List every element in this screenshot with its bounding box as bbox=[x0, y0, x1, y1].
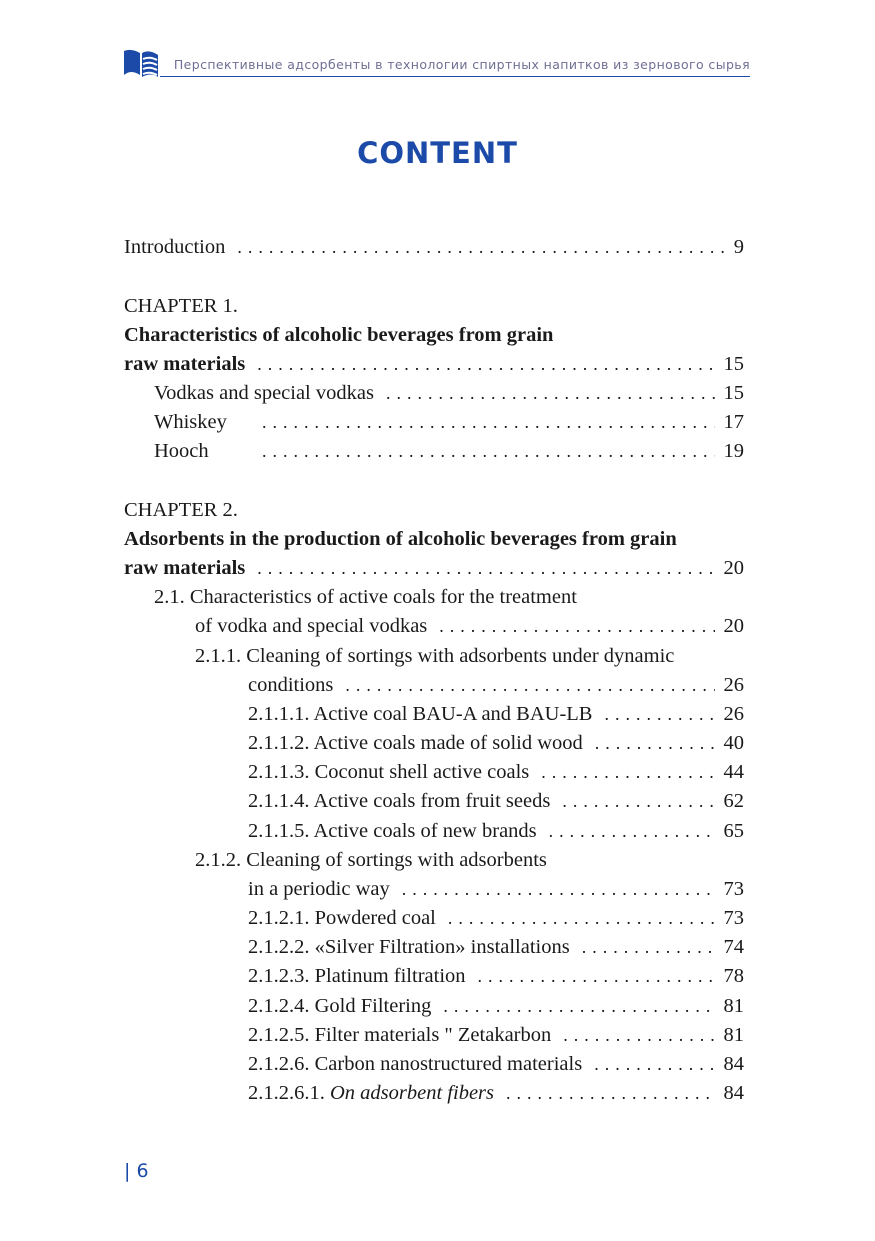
toc-entry-2-1-1-5[interactable] bbox=[248, 817, 744, 846]
toc-page: 17 bbox=[723, 411, 744, 433]
toc-entry-2-1-2-6-1[interactable] bbox=[248, 1079, 744, 1108]
toc-label: 2.1.1.3. Coconut shell active coals bbox=[248, 761, 530, 783]
toc-entry-2-1-1-2[interactable] bbox=[248, 729, 744, 758]
dot-leader bbox=[594, 1050, 714, 1079]
toc-page: 74 bbox=[723, 936, 744, 958]
section-title-line: 2.1. Characteristics of active coals for the treatment bbox=[154, 586, 577, 608]
toc-entry-2-1-2-4[interactable] bbox=[248, 992, 744, 1021]
book-logo-icon bbox=[123, 47, 159, 79]
toc-label: 2.1.1.2. Active coals made of solid wood bbox=[248, 732, 583, 754]
toc-entry-chapter-2[interactable] bbox=[124, 554, 744, 583]
dot-leader bbox=[604, 700, 714, 729]
toc-page: 44 bbox=[723, 761, 744, 783]
dot-leader bbox=[262, 437, 715, 466]
dot-leader bbox=[595, 729, 715, 758]
toc-page: 20 bbox=[723, 615, 744, 637]
toc-entry-2-1-2-2[interactable] bbox=[248, 933, 744, 962]
toc-page: 19 bbox=[723, 440, 744, 462]
page-title: CONTENT bbox=[357, 136, 518, 170]
dot-leader bbox=[506, 1079, 715, 1108]
section-title-line: 2.1.1. Cleaning of sortings with adsorbents under dynamic bbox=[195, 645, 675, 667]
chapter-1-title bbox=[124, 321, 553, 350]
dot-leader bbox=[478, 962, 715, 991]
toc-label: raw materials bbox=[124, 557, 246, 579]
toc-page: 84 bbox=[723, 1053, 744, 1075]
toc-label: 2.1.2.5. Filter materials " Zetakarbon bbox=[248, 1024, 552, 1046]
toc-label: in a periodic way bbox=[248, 878, 390, 900]
toc-page: 15 bbox=[723, 382, 744, 404]
toc-page: 26 bbox=[723, 703, 744, 725]
toc-label: 2.1.1.4. Active coals from fruit seeds bbox=[248, 790, 551, 812]
dot-leader bbox=[345, 671, 714, 700]
dot-leader bbox=[448, 904, 715, 933]
toc-label: Introduction bbox=[124, 236, 226, 258]
dot-leader bbox=[443, 992, 714, 1021]
toc-number: 2.1.2.6.1. bbox=[248, 1082, 325, 1104]
toc-page: 15 bbox=[723, 353, 744, 375]
toc-entry-chapter-1[interactable] bbox=[124, 350, 744, 379]
toc-page: 84 bbox=[723, 1082, 744, 1104]
toc-label: 2.1.2.1. Powdered coal bbox=[248, 907, 436, 929]
toc-label: conditions bbox=[248, 674, 334, 696]
toc-page: 81 bbox=[723, 1024, 744, 1046]
running-header: Перспективные адсорбенты в технологии спиртных напитков из зернового сырья bbox=[173, 57, 750, 72]
section-2-1-title bbox=[154, 583, 577, 612]
toc-label: Whiskey bbox=[154, 411, 227, 433]
toc-entry-introduction[interactable] bbox=[124, 233, 744, 262]
chapter-label: CHAPTER 1. bbox=[124, 295, 238, 317]
dot-leader bbox=[257, 554, 714, 583]
toc-page: 26 bbox=[723, 674, 744, 696]
chapter-title-line: Adsorbents in the production of alcoholic beverages from grain bbox=[124, 528, 677, 550]
dot-leader bbox=[563, 1021, 714, 1050]
toc-page: 78 bbox=[723, 965, 744, 987]
dot-leader bbox=[549, 817, 715, 846]
toc-page: 20 bbox=[723, 557, 744, 579]
toc-label: Hooch bbox=[154, 440, 209, 462]
toc-label: raw materials bbox=[124, 353, 246, 375]
dot-leader bbox=[402, 875, 715, 904]
toc-entry-whiskey[interactable] bbox=[154, 408, 744, 437]
toc-entry-hooch[interactable] bbox=[154, 437, 744, 466]
toc-page: 62 bbox=[723, 790, 744, 812]
toc-entry-2-1-2-1[interactable] bbox=[248, 904, 744, 933]
toc-entry-vodkas[interactable] bbox=[154, 379, 744, 408]
dot-leader bbox=[562, 787, 714, 816]
dot-leader bbox=[439, 612, 714, 641]
toc-label: of vodka and special vodkas bbox=[195, 615, 428, 637]
toc-label bbox=[248, 1079, 494, 1108]
toc-page: 73 bbox=[723, 878, 744, 900]
toc-page: 9 bbox=[733, 236, 744, 258]
section-2-1-2-title bbox=[195, 846, 547, 875]
dot-leader bbox=[262, 408, 715, 437]
toc-label: 2.1.2.3. Platinum filtration bbox=[248, 965, 466, 987]
toc-label: 2.1.2.2. «Silver Filtration» installations bbox=[248, 936, 570, 958]
toc-entry-2-1-1-3[interactable] bbox=[248, 758, 744, 787]
page-number-value: 6 bbox=[136, 1160, 149, 1182]
chapter-1-heading bbox=[124, 292, 238, 321]
chapter-title-line: Characteristics of alcoholic beverages from grain bbox=[124, 324, 554, 346]
section-2-1-1-title bbox=[195, 642, 674, 671]
toc-entry-2-1[interactable] bbox=[195, 612, 744, 641]
toc-entry-2-1-2-5[interactable] bbox=[248, 1021, 744, 1050]
toc-entry-2-1-2-3[interactable] bbox=[248, 962, 744, 991]
section-title-line: 2.1.2. Cleaning of sortings with adsorbents bbox=[195, 849, 547, 871]
chapter-label: CHAPTER 2. bbox=[124, 499, 238, 521]
toc-entry-2-1-1-1[interactable] bbox=[248, 700, 744, 729]
toc-label: 2.1.2.4. Gold Filtering bbox=[248, 995, 432, 1017]
toc-label-italic: On adsorbent fibers bbox=[330, 1082, 494, 1104]
toc-entry-2-1-1[interactable] bbox=[248, 671, 744, 700]
toc-label: 2.1.2.6. Carbon nanostructured materials bbox=[248, 1053, 583, 1075]
chapter-2-heading bbox=[124, 496, 238, 525]
dot-leader bbox=[386, 379, 715, 408]
page-number: | 6 bbox=[124, 1160, 149, 1182]
toc-page: 73 bbox=[723, 907, 744, 929]
toc-label: 2.1.1.1. Active coal BAU-A and BAU-LB bbox=[248, 703, 593, 725]
toc-entry-2-1-2[interactable] bbox=[248, 875, 744, 904]
toc-entry-2-1-1-4[interactable] bbox=[248, 787, 744, 816]
header-rule bbox=[160, 76, 750, 77]
toc-page: 81 bbox=[723, 995, 744, 1017]
toc-label: Vodkas and special vodkas bbox=[154, 382, 374, 404]
toc-entry-2-1-2-6[interactable] bbox=[248, 1050, 744, 1079]
toc-page: 65 bbox=[723, 820, 744, 842]
toc-page: 40 bbox=[723, 732, 744, 754]
toc-label: 2.1.1.5. Active coals of new brands bbox=[248, 820, 537, 842]
chapter-2-title bbox=[124, 525, 677, 554]
dot-leader bbox=[237, 233, 724, 262]
dot-leader bbox=[541, 758, 714, 787]
dot-leader bbox=[582, 933, 715, 962]
dot-leader bbox=[257, 350, 714, 379]
